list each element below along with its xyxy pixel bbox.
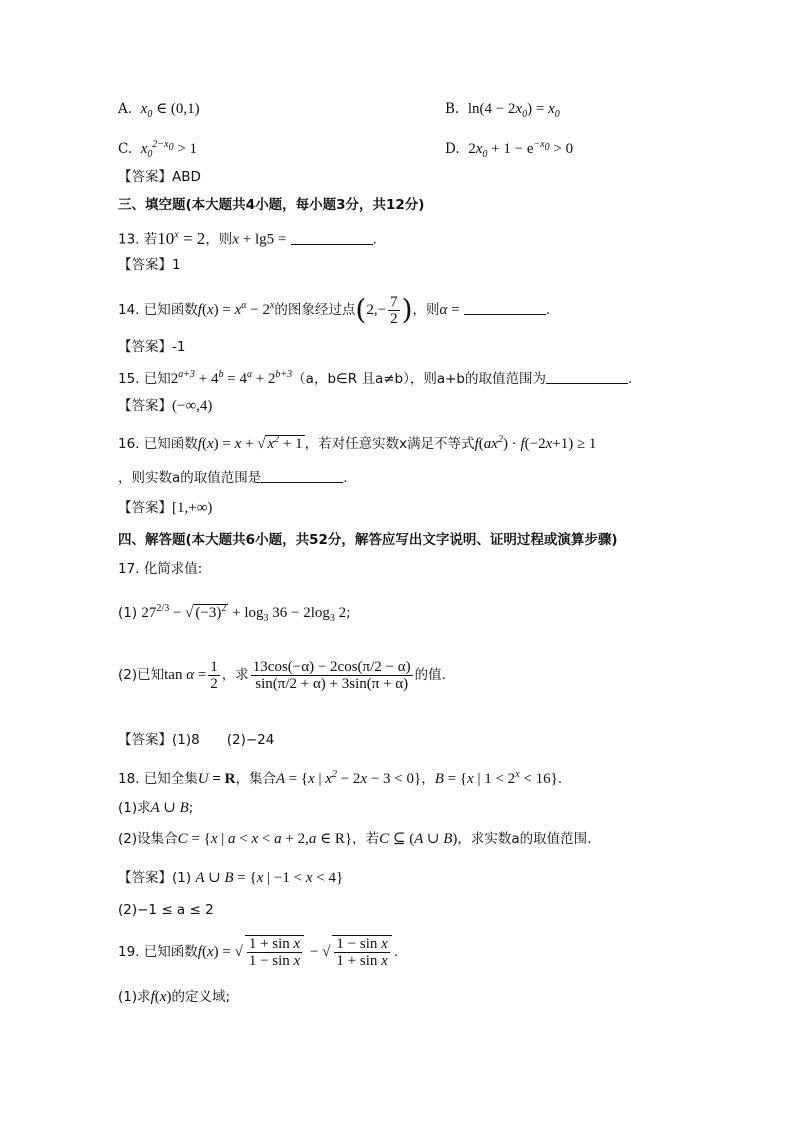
question-18-2: (2)设集合C = {x | a < x < a + 2,a ∈ R}，若C ⊆ (A ∪ B)，求实数a的取值范围. (118, 831, 592, 847)
option-c: C. $x_0^{2-x_0} > 1$ (118, 139, 198, 160)
option-a: A. $x_0$ ∈ (0,1) (118, 101, 200, 120)
question-15: 15. 已知$2^{a+3} + 4^b = 4^a + 2^{b+3}(a$，b∈R 且a≠b），则a+b的取值范围为 . (118, 369, 633, 387)
question-18: 18. 已知全集U = R，集合A = {x | $x^2 - 2x - 3 < 0$}，B = {x | $1 < 2^x < 16$}. (118, 769, 563, 787)
question-16: 16. 已知函数f(x) = x + √ $x^2 + 1$ ，若对任意实数x满足不等式$f(ax^2) \cdot f(-2x+1) \ge 1$ (118, 434, 597, 452)
question-16-cont: ，则实数a的取值范围是 . (118, 470, 348, 486)
option-b: B. $\ln(4 - 2x_0) = x_0$ (445, 101, 560, 120)
answer-16: 【答案】[1,+∞) (118, 500, 213, 516)
section-fill-in: 三、填空题(本大题共4小题，每小题3分，共12分) (118, 197, 425, 213)
question-19: 19. 已知函数f(x) = √ $\frac{\text{1 + sin x}}{\text{1 − sin x}}$ − √ $\frac{\text{1 − sin x}}{\text{1 + sin x}}$ . (118, 936, 399, 969)
section-solve: 四、解答题(本大题共6小题，共52分，解答应写出文字说明、证明过程或演算步骤) (118, 532, 618, 548)
option-d: D. $2x_0 + 1 - e^{-x_0} > 0$ (445, 139, 574, 160)
question-18-1: (1)求A ∪ B; (118, 800, 194, 816)
blank-13[interactable] (291, 232, 373, 245)
blank-15[interactable] (546, 371, 628, 384)
answer-17: 【答案】(1)8 (2)−24 (118, 732, 275, 748)
answer-15: 【答案】(−∞,4) (118, 398, 213, 414)
answer-14: 【答案】-1 (118, 339, 186, 355)
blank-16[interactable] (261, 470, 343, 483)
answer-18-1: 【答案】(1) A ∪ B = {x | −1 < x < 4} (118, 870, 344, 886)
answer-18-2: (2)−1 ≤ a ≤ 2 (118, 902, 214, 918)
blank-14[interactable] (464, 302, 546, 315)
question-17-2: (2)已知tan α = $\frac{1}{2}$ ，求 $\frac{13\cos(-\alpha) - 2\cos(\pi/2 - \alpha)}{\sin(\pi/2 + \alpha) + 3\sin(\pi + \alpha)}$ 的值. (118, 658, 446, 692)
question-19-1: (1)求f(x)的定义域; (118, 989, 231, 1005)
question-17: 17. 化简求值: (118, 561, 203, 577)
question-17-1: (1) $27^{2/3}$ − √ $(-3)^2 + \log_3 36 - 2\log_3$ 2; (118, 603, 351, 624)
answer-12: 【答案】ABD (118, 169, 201, 185)
question-13: 13. 若10$^x$ = 2，则x + lg5 = . (118, 228, 377, 248)
answer-13: 【答案】1 (118, 257, 181, 273)
question-14: 14. 已知函数$f(x) = x^\alpha - 2^x$的图象经过点(2,− $\frac{7}{2}$ )，则α = . (118, 293, 551, 327)
